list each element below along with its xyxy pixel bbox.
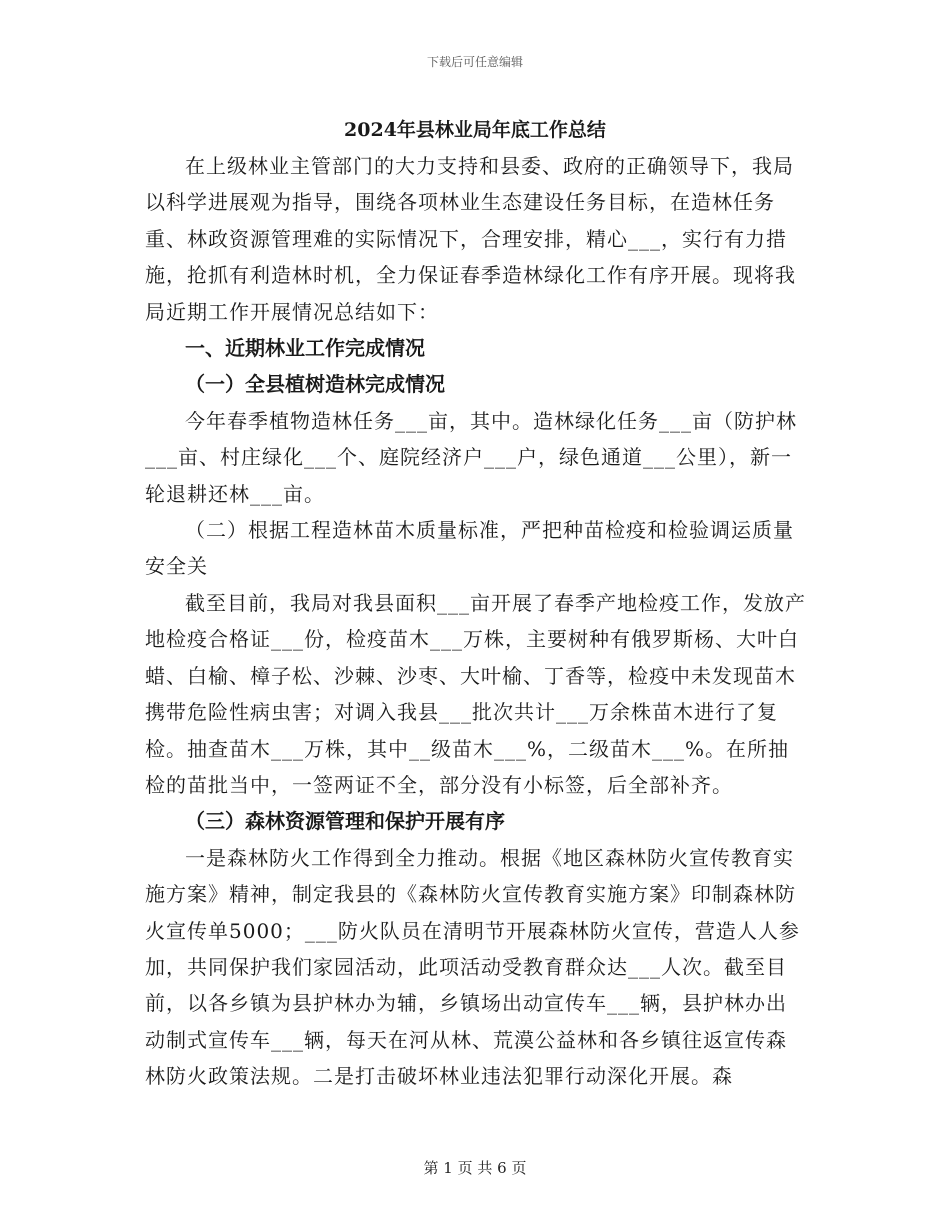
- section-heading-1: 一、近期林业工作完成情况: [185, 336, 425, 361]
- afforestation-paragraph: 今年春季植物造林任务___亩，其中。造林绿化任务___亩（防护林___亩、村庄绿化___个、庭院经济户___户，绿色通道___公里），新一轮退耕还林___亩。: [145, 408, 797, 506]
- quarantine-paragraph: 截至目前，我局对我县面积___亩开展了春季产地检疫工作，发放产地检疫合格证___份，检疫苗木___万株，主要树种有俄罗斯杨、大叶白蜡、白榆、樟子松、沙棘、沙枣、大叶榆、丁香等，检疫中未发现苗木携带危险性病虫害；对调入我县___批次共计___万余株苗木进行了复检。抽查苗木___万株，其中__级苗木___%，二级苗木___%。在所抽检的苗批当中，一签两证不全，部分没有小标签，后全部补齐。: [145, 590, 806, 797]
- page-number: 第 1 页 共 6 页: [423, 1159, 527, 1177]
- forest-protection-paragraph: 一是森林防火工作得到全力推动。根据《地区森林防火宣传教育实施方案》精神，制定我县的《森林防火宣传教育实施方案》印制森林防火宣传单5000；___防火队员在清明节开展森林防火宣传，营造人人参加，共同保护我们家园活动，此项活动受教育群众达___人次。截至目前，以各乡镇为县护林办为辅，乡镇场出动宣传车___辆，县护林办出动制式宣传车___辆，每天在河从林、荒漠公益林和各乡镇往返宣传森林防火政策法规。二是打击破坏林业违法犯罪行动深化开展。森: [145, 845, 800, 1089]
- page-header-note: 下载后可任意编辑: [426, 55, 523, 69]
- subsection-heading-1: （一）全县植树造林完成情况: [185, 372, 445, 397]
- document-body: [145, 148, 807, 1095]
- subsection-heading-3: （三）森林资源管理和保护开展有序: [185, 809, 505, 834]
- document-title: 2024年县林业局年底工作总结: [344, 119, 606, 141]
- subsection-heading-2: （二）根据工程造林苗木质量标准，严把种苗检疫和检验调运质量安全关: [145, 518, 794, 579]
- intro-paragraph: 在上级林业主管部门的大力支持和县委、政府的正确领导下，我局以科学进展观为指导，围绕各项林业生态建设任务目标，在造林任务重、林政资源管理难的实际情况下，合理安排，精心___，实行有力措施，抢抓有利造林时机，全力保证春季造林绿化工作有序开展。现将我局近期工作开展情况总结如下：: [145, 154, 796, 324]
